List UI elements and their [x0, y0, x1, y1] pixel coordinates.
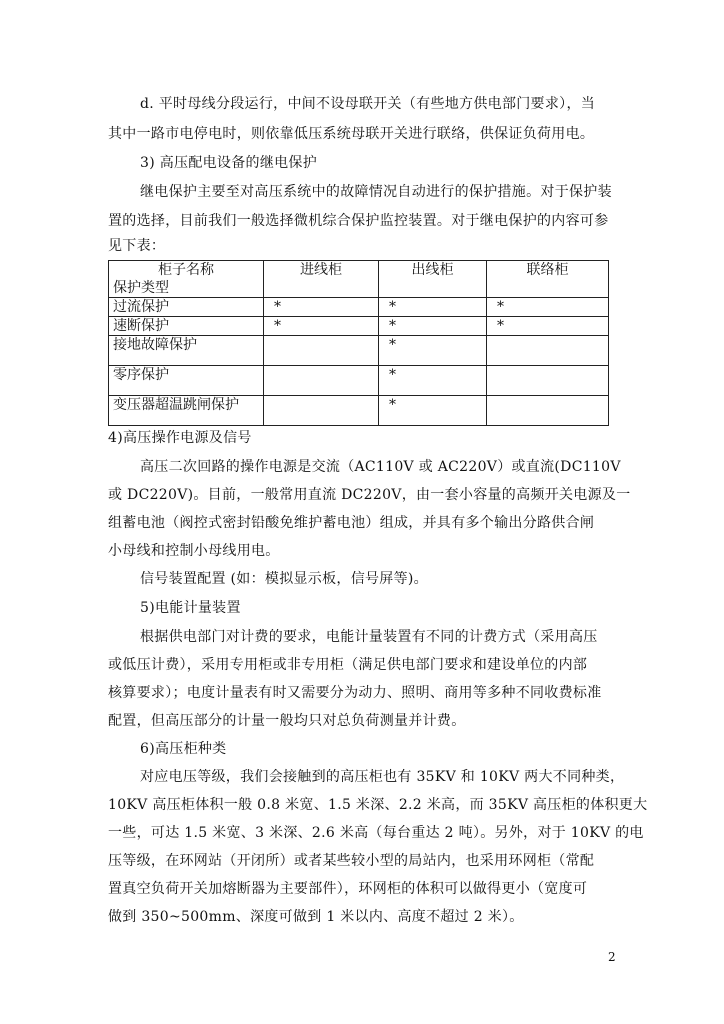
table-cell: [487, 317, 609, 336]
row-label: 变压器超温跳闸保护: [109, 396, 264, 426]
paragraph-line: 组蓄电池（阀控式密封铅酸免维护蓄电池）组成，并具有多个输出分路供合闸: [108, 515, 595, 531]
table-row: [109, 317, 609, 336]
table-cell: [264, 317, 379, 336]
table-row: [109, 396, 609, 426]
cell-mark: *: [389, 367, 396, 383]
paragraph-line: 根据供电部门对计费的要求，电能计量装置有不同的计费方式（采用高压: [140, 629, 598, 645]
table-cell: [487, 366, 609, 396]
section-heading: 6)高压柜种类: [140, 741, 227, 757]
paragraph-line: 小母线和控制小母线用电。: [108, 543, 280, 559]
relay-protection-table: [108, 260, 609, 426]
table-cell: [487, 396, 609, 426]
paragraph-line: 一些，可达 1.5 米宽、3 米深、2.6 米高（每台重达 2 吨）。另外，对于 10KV 的电: [108, 825, 644, 841]
cell-mark: *: [274, 299, 281, 315]
row-label: 零序保护: [109, 366, 264, 396]
section-heading: 4)高压操作电源及信号: [108, 430, 252, 446]
row-label: 过流保护: [109, 298, 264, 317]
row-label: 速断保护: [109, 317, 264, 336]
paragraph-line: 其中一路市电停电时，则依靠低压系统母联开关进行联络，供保证负荷用电。: [108, 126, 595, 142]
table-cell: [264, 336, 379, 366]
paragraph-line: 置真空负荷开关加熔断器为主要部件），环网柜的体积可以做得更小（宽度可: [108, 881, 588, 897]
table-header-row: [109, 261, 609, 298]
cell-mark: *: [497, 299, 504, 315]
table-cell: [379, 317, 487, 336]
paragraph-line: 见下表：: [108, 238, 166, 254]
section-heading: 5)电能计量装置: [140, 600, 241, 616]
table-cell: [487, 336, 609, 366]
paragraph-line: 对应电压等级，我们会接触到的高压柜也有 35KV 和 10KV 两大不同种类，: [140, 769, 625, 785]
table-cell: [264, 298, 379, 317]
table-cell: [487, 298, 609, 317]
table-cell: [379, 336, 487, 366]
row-label: 接地故障保护: [109, 336, 264, 366]
section-heading: 3) 高压配电设备的继电保护: [140, 155, 318, 171]
paragraph-line: 压等级，在环网站（开闭所）或者某些较小型的局站内，也采用环网柜（常配: [108, 853, 595, 869]
paragraph-line: 置的选择，目前我们一般选择微机综合保护监控装置。对于继电保护的内容可参: [108, 213, 609, 229]
header-cabinet-name: 柜子名称: [158, 262, 214, 278]
cell-mark: *: [389, 299, 396, 315]
table-cell: [264, 366, 379, 396]
cell-mark: *: [389, 318, 396, 334]
paragraph-line: 或低压计费），采用专用柜或非专用柜（满足供电部门要求和建设单位的内部: [108, 657, 588, 673]
paragraph-line: 10KV 高压柜体积一般 0.8 米宽、1.5 米深、2.2 米高，而 35KV 高压柜的体积更大: [108, 797, 648, 813]
cell-mark: *: [389, 337, 396, 353]
paragraph-line: 继电保护主要至对高压系统中的故障情况自动进行的保护措施。对于保护装: [140, 184, 612, 200]
column-header: 联络柜: [487, 261, 609, 298]
table-cell: [379, 366, 487, 396]
table-cell: [379, 298, 487, 317]
column-header: 出线柜: [379, 261, 487, 298]
table-cell: [379, 396, 487, 426]
table-row: [109, 366, 609, 396]
cell-mark: *: [389, 397, 396, 413]
cell-mark: *: [497, 318, 504, 334]
table-row: [109, 336, 609, 366]
header-protection-type: 保护类型: [113, 280, 169, 296]
paragraph-line: 做到 350~500mm、深度可做到 1 米以内、高度不超过 2 米）。: [108, 909, 524, 925]
paragraph-line: d. 平时母线分段运行，中间不设母联开关（有些地方供电部门要求），当: [140, 96, 596, 112]
paragraph-line: 配置，但高压部分的计量一般均只对总负荷测量并计费。: [108, 713, 466, 729]
cell-mark: *: [274, 318, 281, 334]
paragraph-line: 或 DC220V)。目前，一般常用直流 DC220V，由一套小容量的高频开关电源及一: [108, 487, 631, 503]
table-row: [109, 298, 609, 317]
table-cell: [264, 396, 379, 426]
paragraph-line: 高压二次回路的操作电源是交流（AC110V 或 AC220V）或直流(DC110V: [140, 459, 621, 475]
paragraph-line: 核算要求）；电度计量表有时又需要分为动力、照明、商用等多种不同收费标准: [108, 685, 602, 701]
paragraph-line: 信号装置配置 (如：模拟显示板，信号屏等)。: [140, 571, 428, 587]
page-number: 2: [608, 950, 616, 964]
table-header-corner: [109, 261, 264, 298]
column-header: 进线柜: [264, 261, 379, 298]
